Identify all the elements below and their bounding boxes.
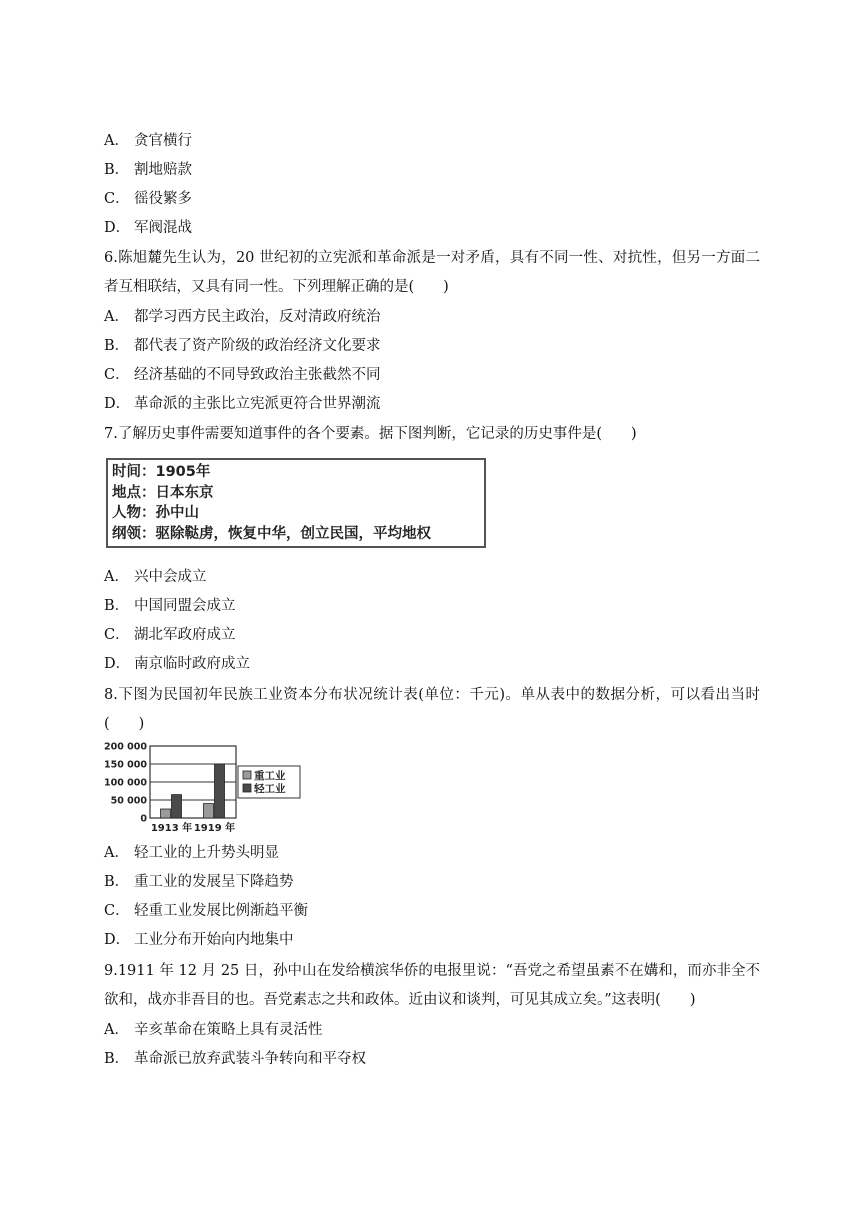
q9-option-a: A． 辛亥革命在策略上具有灵活性	[104, 1022, 323, 1038]
q5-option-d: D． 军阀混战	[104, 220, 192, 236]
q8-option-d: D． 工业分布开始向内地集中	[104, 932, 294, 948]
chart-legend-label: 轻工业	[254, 783, 286, 795]
chart-y-tick-label: 200 000	[104, 741, 147, 753]
chart-legend-swatch	[243, 784, 251, 792]
q8-stem: 8.下图为民国初年民族工业资本分布状况统计表(单位：千元)。单从表中的数据分析，可以看出当时( )	[104, 687, 760, 732]
q7-box-person: 人物：孙中山	[112, 505, 199, 521]
chart-legend-swatch	[243, 771, 251, 779]
chart-y-tick-label: 150 000	[104, 759, 147, 771]
q6-option-c: C． 经济基础的不同导致政治主张截然不同	[104, 367, 381, 383]
chart-x-tick-label: 1913 年	[150, 823, 193, 834]
q5-option-b: B． 割地赔款	[104, 162, 192, 178]
q7-box-time: 时间：1905年	[112, 464, 211, 480]
q7-info-box	[106, 458, 486, 548]
q5-option-c: C． 徭役繁多	[104, 191, 192, 207]
q7-option-c: C． 湖北军政府成立	[104, 627, 236, 643]
chart-y-tick-label: 50 000	[110, 795, 147, 807]
q7-option-b: B． 中国同盟会成立	[104, 598, 236, 614]
q7-stem: 7.了解历史事件需要知道事件的各个要素。据下图判断，它记录的历史事件是( )	[104, 426, 637, 442]
q9-option-b: B． 革命派已放弃武装斗争转向和平夺权	[104, 1051, 366, 1067]
chart-bar	[172, 795, 182, 818]
q8-option-a: A． 轻工业的上升势头明显	[104, 845, 279, 861]
q8-option-c: C． 轻重工业发展比例渐趋平衡	[104, 903, 308, 919]
q6-option-b: B． 都代表了资产阶级的政治经济文化要求	[104, 338, 381, 354]
q5-option-a: A． 贪官横行	[104, 133, 192, 149]
chart-legend-label: 重工业	[254, 770, 286, 782]
chart-y-tick-label: 0	[140, 813, 147, 825]
q6-option-a: A． 都学习西方民主政治，反对清政府统治	[104, 309, 381, 325]
q7-option-d: D． 南京临时政府成立	[104, 656, 250, 672]
chart-bar	[215, 764, 225, 818]
q7-box-place: 地点：日本东京	[112, 484, 214, 501]
chart-x-tick-label: 1919 年	[193, 823, 236, 834]
q8-option-b: B． 重工业的发展呈下降趋势	[104, 874, 294, 890]
chart-bar	[204, 804, 214, 818]
q9-stem: 9.1911 年 12 月 25 日，孙中山在发给横滨华侨的电报里说：“吾党之希望虽素不在媾和，而亦非全不欲和，战亦非吾目的也。吾党素志之共和政体。近由议和谈判，可见其成立矣。”这表明( )	[104, 963, 760, 1008]
chart-bar	[161, 809, 171, 818]
q7-box-program: 纲领：驱除鞑虏，恢复中华，创立民国，平均地权	[112, 525, 431, 542]
q6-stem: 6.陈旭麓先生认为，20 世纪初的立宪派和革命派是一对矛盾，具有不同一性、对抗性，但另一方面二者互相联结，又具有同一性。下列理解正确的是( )	[104, 250, 760, 295]
q8-bar-chart	[104, 740, 304, 836]
q7-option-a: A． 兴中会成立	[104, 569, 207, 585]
chart-y-tick-label: 100 000	[104, 777, 147, 789]
q6-option-d: D． 革命派的主张比立宪派更符合世界潮流	[104, 396, 381, 412]
